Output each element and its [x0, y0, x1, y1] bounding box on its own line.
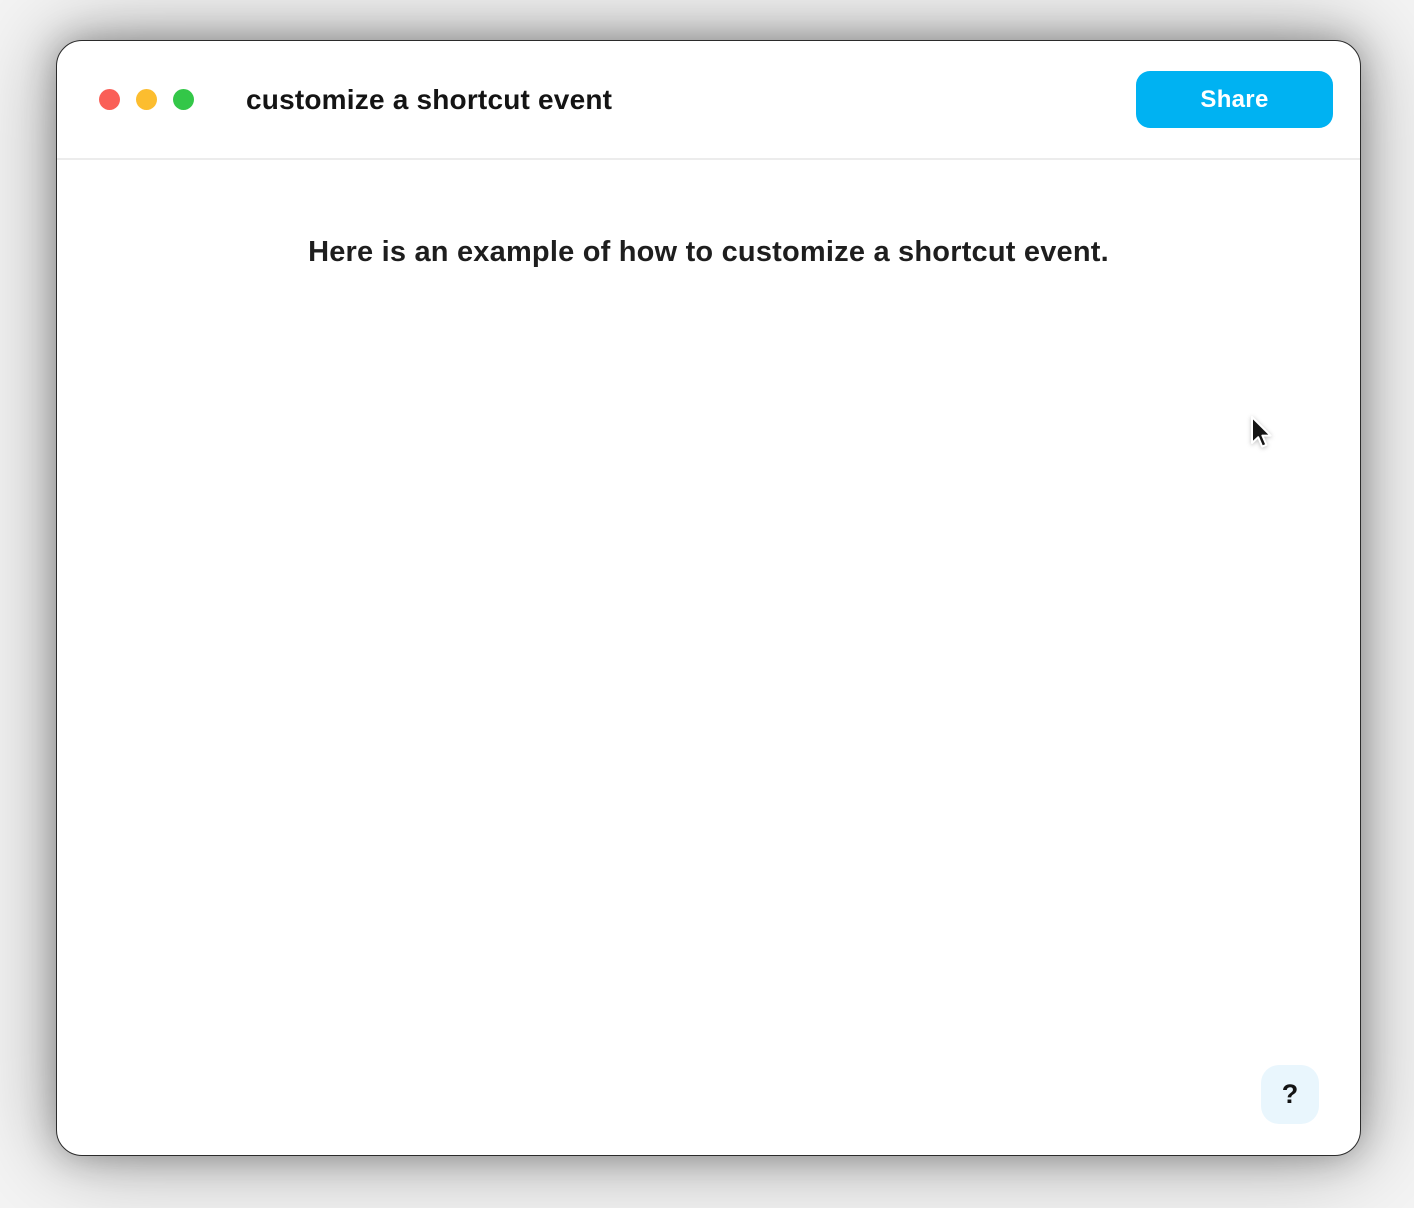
close-window-button[interactable]: [99, 89, 120, 110]
window-title: customize a shortcut event: [246, 83, 613, 115]
minimize-window-button[interactable]: [136, 89, 157, 110]
zoom-window-button[interactable]: [173, 89, 194, 110]
content-message: Here is an example of how to customize a shortcut event.: [308, 236, 1109, 268]
help-button[interactable]: [1261, 1065, 1319, 1124]
main-content: [57, 160, 1360, 269]
traffic-lights: [99, 89, 194, 110]
share-button[interactable]: Share: [1136, 71, 1333, 128]
app-window: [56, 40, 1361, 1156]
question-mark-icon: ?: [1281, 1079, 1299, 1109]
window-titlebar: [57, 41, 1360, 160]
